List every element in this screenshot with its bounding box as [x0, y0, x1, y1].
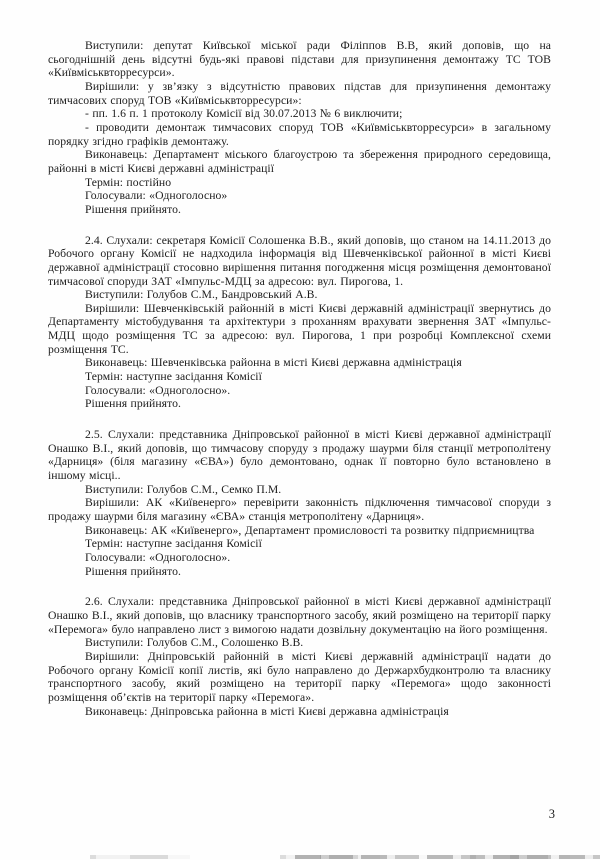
- paragraph: Вирішили: АК «Київенерго» перевірити законність підключення тимчасової споруди з продажу шаурми біля магазину «ЄВА» станція метрополітену «Дарниця».: [48, 496, 551, 523]
- paragraph: Вирішили: у зв’язку з відсутністю правових підстав для призупинення демонтажу тимчасових споруд ТОВ «Київміськвторресурси»:: [48, 79, 551, 107]
- paragraph: Термін: наступне засідання Комісії: [85, 370, 262, 384]
- section-item-2-5: [48, 428, 551, 578]
- paragraph: Термін: постійно: [85, 175, 172, 189]
- paragraph: 2.4. Слухали: секретаря Комісії Солошенка В.В., який доповів, що станом на 14.11.2013 до Робочого органу Комісії не надходила інформація від Шевченківської районної в місті Києві державної адміністрації стосовно вирішення питання погодження місця розміщення демонтованої тимчасової споруди ЗАТ «Імпульс-МДЦ за адресою: вул. Пирогова, 1.: [48, 233, 551, 288]
- paragraph: Виконавець: АК «Київенерго», Департамент промисловості та розвитку підприємництва: [85, 523, 535, 537]
- paragraph: 2.5. Слухали: представника Дніпровської районної в місті Києві державної адміністрації Онашко В.І., який доповів, що тимчасову споруду з продажу шаурми біля станції метрополітену «Дарниця» (біля магазину «ЄВА») було демонтовано, однак її повторно було встановлено в іншому місці..: [48, 428, 551, 483]
- paragraph: Голосували: «Одноголосно»: [85, 189, 228, 203]
- paragraph: Вирішили: Шевченківській районній в місті Києві державній адміністрації звернутись до Департаменту містобудування та архітектури з проханням врахувати звернення ЗАТ «Імпульс-МДЦ щодо розміщення ТС за адресою: вул. Пирогова, 1 при розробці Комплексної схеми розміщення ТС.: [48, 301, 551, 356]
- page-number: 3: [548, 807, 555, 821]
- section-item-2-6: [48, 595, 551, 718]
- section-item-2-4: [48, 234, 551, 412]
- paragraph: Виступили: Голубов С.М., Солошенко В.В.: [85, 636, 304, 650]
- paragraph: Виконавець: Дніпровська районна в місті Києві державна адміністрація: [85, 704, 449, 718]
- paragraph: Голосували: «Одноголосно».: [85, 383, 231, 397]
- paragraph: Виступили: Голубов С.М., Бандровський А.В.: [85, 288, 318, 302]
- paragraph: Виконавець: Департамент міського благоустрою та збереження природного середовища, районні в місті Києві державні адміністрації: [48, 148, 551, 175]
- paragraph: - пп. 1.6 п. 1 протоколу Комісії від 30.07.2013 № 6 виключити;: [85, 107, 403, 121]
- paragraph: Голосували: «Одноголосно».: [85, 550, 231, 564]
- paragraph: Рішення прийнято.: [85, 202, 181, 216]
- paragraph: Рішення прийнято.: [85, 564, 181, 578]
- document-body: [48, 39, 551, 718]
- paragraph: Термін: наступне засідання Комісії: [85, 537, 262, 551]
- paragraph: Виконавець: Шевченківська районна в місті Києві державна адміністрація: [85, 356, 462, 370]
- paragraph: Виступили: Голубов С.М., Семко П.М.: [85, 482, 282, 496]
- paragraph: - проводити демонтаж тимчасових споруд ТОВ «Київміськвторресурси» в загальному порядку згідно графіків демонтажу.: [48, 120, 551, 148]
- scan-artifact-strip-dark: [295, 855, 600, 859]
- paragraph: 2.6. Слухали: представника Дніпровської районної в місті Києві державної адміністрації Онашко В.І., який доповів, що власнику транспортного засобу, який розміщено на території парку «Перемога» було направлено лист з вимогою надати дозвільну документацію на його розміщення.: [48, 595, 551, 636]
- paragraph: Рішення прийнято.: [85, 397, 181, 411]
- paragraph: Вирішили: Дніпровській районній в місті Києві державній адміністрації надати до Робочого органу Комісії копії листів, які було направлено до Держархбудконтролю та власнику транспортного засобу, який розміщено на території парку «Перемога» щодо законності розміщення об’єктів на території парку «Перемога».: [48, 649, 551, 704]
- section-item-2-3-continuation: [48, 39, 551, 217]
- paragraph: Виступили: депутат Київської міської ради Філіппов В.В, який доповів, що на сьогоднішній день відсутні будь-які правові підстави для призупинення демонтажу ТС ТОВ «Київміськвторресурси».: [48, 39, 551, 80]
